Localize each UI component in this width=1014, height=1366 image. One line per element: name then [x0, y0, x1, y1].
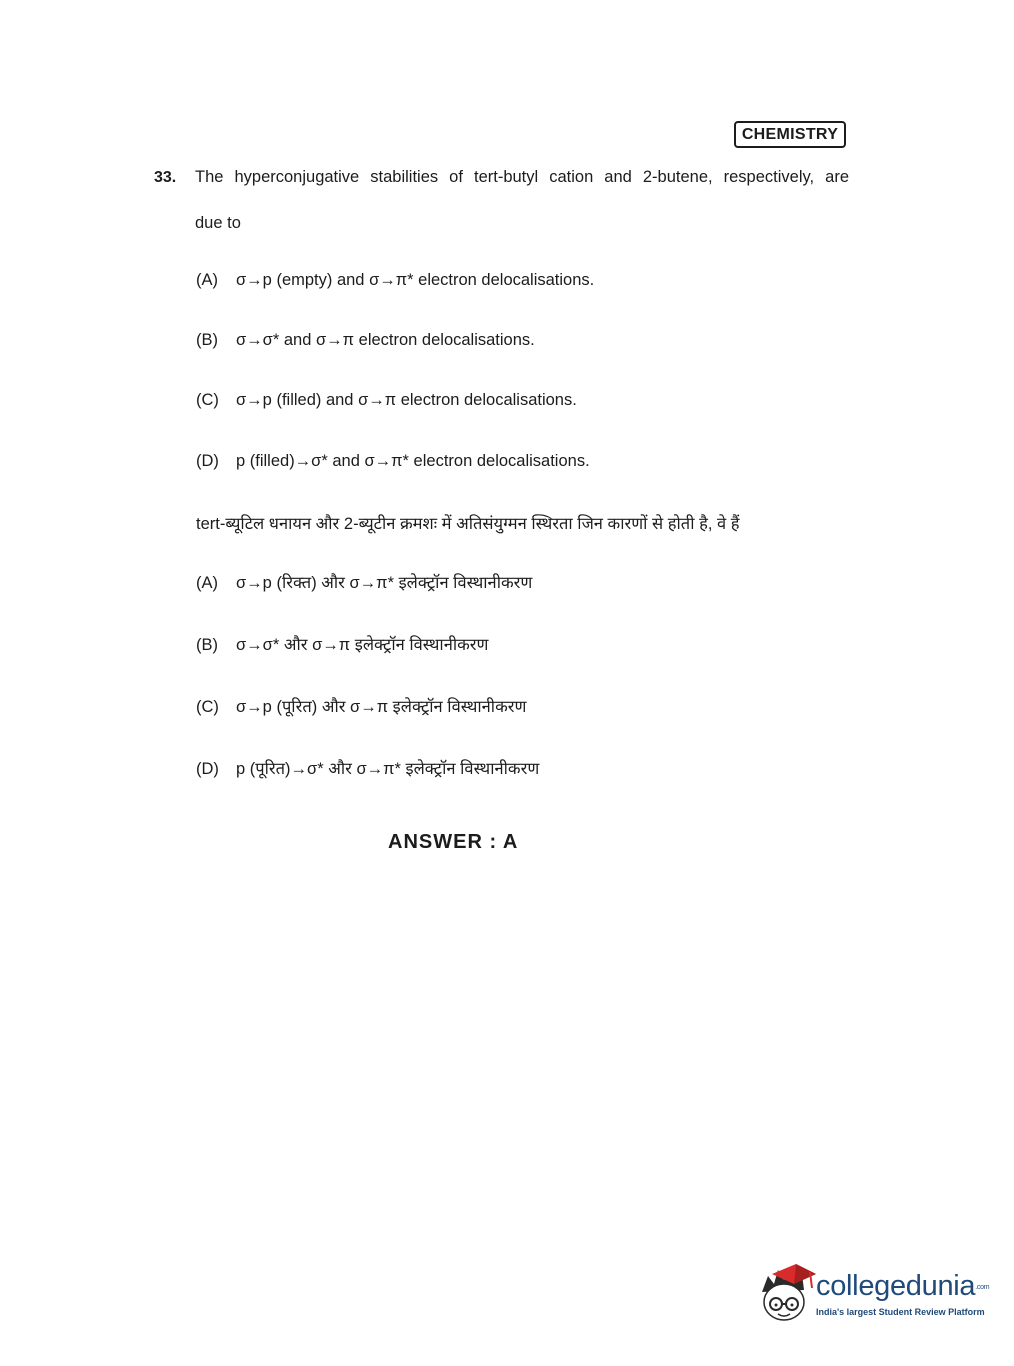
option-label: (B) — [196, 331, 218, 349]
subject-badge: CHEMISTRY — [734, 121, 846, 148]
question-text-line2: due to — [195, 214, 241, 232]
option-text: σ→p (empty) and σ→π* electron delocalisations. — [236, 271, 595, 289]
option-en-d — [196, 452, 590, 471]
brand-name: collegedunia.com — [816, 1270, 990, 1302]
option-text: σ→p (रिक्त) और σ→π* इलेक्ट्रॉन विस्थानीकरण — [236, 574, 533, 592]
option-label: (D) — [196, 760, 219, 778]
brand-domain-suffix: .com — [975, 1283, 990, 1291]
option-hi-c — [196, 694, 526, 717]
option-text: σ→σ* and σ→π electron delocalisations. — [236, 331, 535, 349]
question-number: 33. — [154, 169, 177, 186]
option-text: σ→σ* और σ→π इलेक्ट्रॉन विस्थानीकरण — [236, 636, 489, 654]
option-en-b — [196, 331, 535, 350]
option-label: (A) — [196, 574, 218, 592]
option-en-a — [196, 271, 594, 290]
option-text: p (filled)→σ* and σ→π* electron delocalisations. — [236, 452, 590, 470]
option-en-c — [196, 391, 577, 410]
option-hi-b — [196, 632, 488, 655]
answer-key: ANSWER : A — [388, 831, 519, 853]
option-label: (C) — [196, 698, 219, 716]
option-label: (B) — [196, 636, 218, 654]
option-text: σ→p (पूरित) और σ→π इलेक्ट्रॉन विस्थानीकरण — [236, 698, 527, 716]
question-text-hindi: tert-ब्यूटिल धनायन और 2-ब्यूटीन क्रमशः में अतिसंयुग्मन स्थिरता जिन कारणों से होती है, वे हैं — [196, 515, 740, 533]
option-label: (A) — [196, 271, 218, 289]
option-text: σ→p (filled) and σ→π electron delocalisations. — [236, 391, 577, 409]
brand-tagline: India's largest Student Review Platform — [816, 1307, 985, 1317]
option-hi-d — [196, 756, 539, 779]
option-text: p (पूरित)→σ* और σ→π* इलेक्ट्रॉन विस्थानीकरण — [236, 760, 540, 778]
option-label: (C) — [196, 391, 219, 409]
question-text-line1: The hyperconjugative stabilities of tert-butyl cation and 2-butene, respectively, are — [195, 168, 849, 186]
option-label: (D) — [196, 452, 219, 470]
option-hi-a — [196, 570, 532, 593]
